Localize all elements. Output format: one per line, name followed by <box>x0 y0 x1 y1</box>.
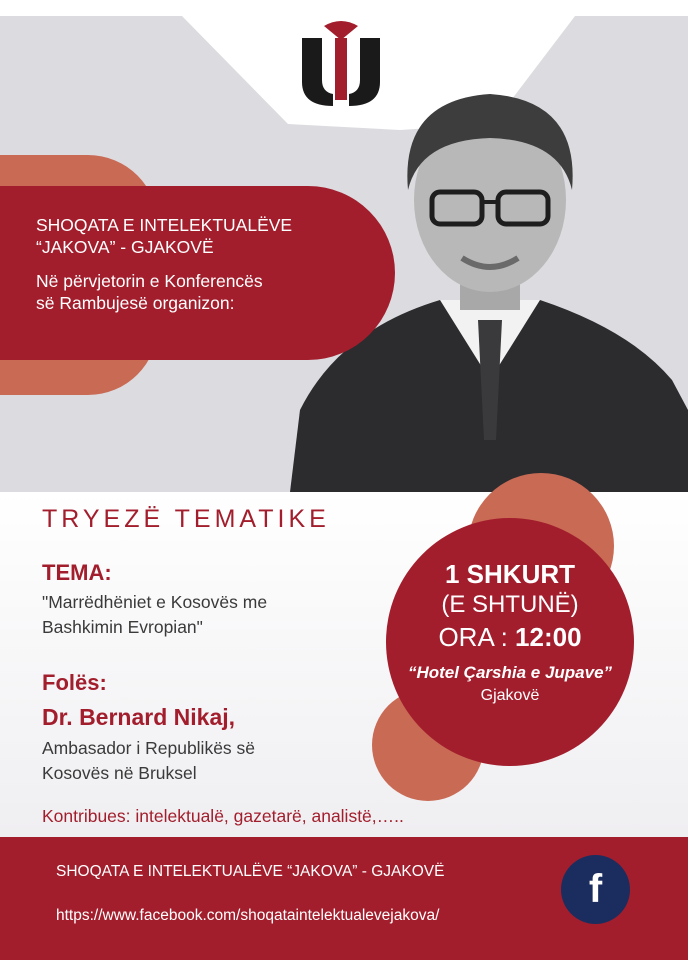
event-day: (E SHTUNË) <box>441 591 579 618</box>
topic-line2: Bashkimin Evropian" <box>42 617 203 637</box>
speaker-label: Folës: <box>42 670 107 695</box>
speaker-role <box>42 736 255 786</box>
organizer-name-line1: SHOQATA E INTELEKTUALËVE <box>36 215 293 235</box>
footer-facebook-link[interactable]: https://www.facebook.com/shoqataintelektualevejakova/ <box>56 907 440 924</box>
footer-bar <box>0 837 688 960</box>
contributors-text: Kontribues: intelektualë, gazetarë, analistë,….. <box>42 806 404 826</box>
event-time-label: ORA : <box>438 622 516 652</box>
event-time-row <box>386 620 634 654</box>
organizer-intro-line1: Në përvjetorin e Konferencës <box>36 271 263 291</box>
speaker-role-line1: Ambasador i Republikës së <box>42 738 256 758</box>
facebook-icon[interactable] <box>561 855 630 924</box>
event-date: 1 SHKURT <box>444 559 575 589</box>
event-city: Gjakovë <box>480 687 540 704</box>
organizer-intro-line2: së Rambujesë organizon: <box>36 293 235 313</box>
topic-text <box>42 590 267 640</box>
facebook-glyph: f <box>588 867 603 911</box>
event-heading: TRYEZË TEMATIKE <box>42 505 330 533</box>
event-time: 12:00 <box>515 622 582 652</box>
organizer-block <box>36 214 292 314</box>
organizer-name-line2: “JAKOVA” - GJAKOVË <box>36 237 214 257</box>
speaker-name: Dr. Bernard Nikaj, <box>42 704 236 730</box>
event-venue: “Hotel Çarshia e Jupave” <box>407 663 613 682</box>
speaker-role-line2: Kosovës në Bruksel <box>42 763 197 783</box>
event-details <box>386 558 634 708</box>
topic-label: TEMA: <box>42 560 112 585</box>
topic-line1: "Marrëdhëniet e Kosovës me <box>42 592 268 612</box>
footer-org-name: SHOQATA E INTELEKTUALËVE “JAKOVA” - GJAKOVË <box>56 863 445 880</box>
